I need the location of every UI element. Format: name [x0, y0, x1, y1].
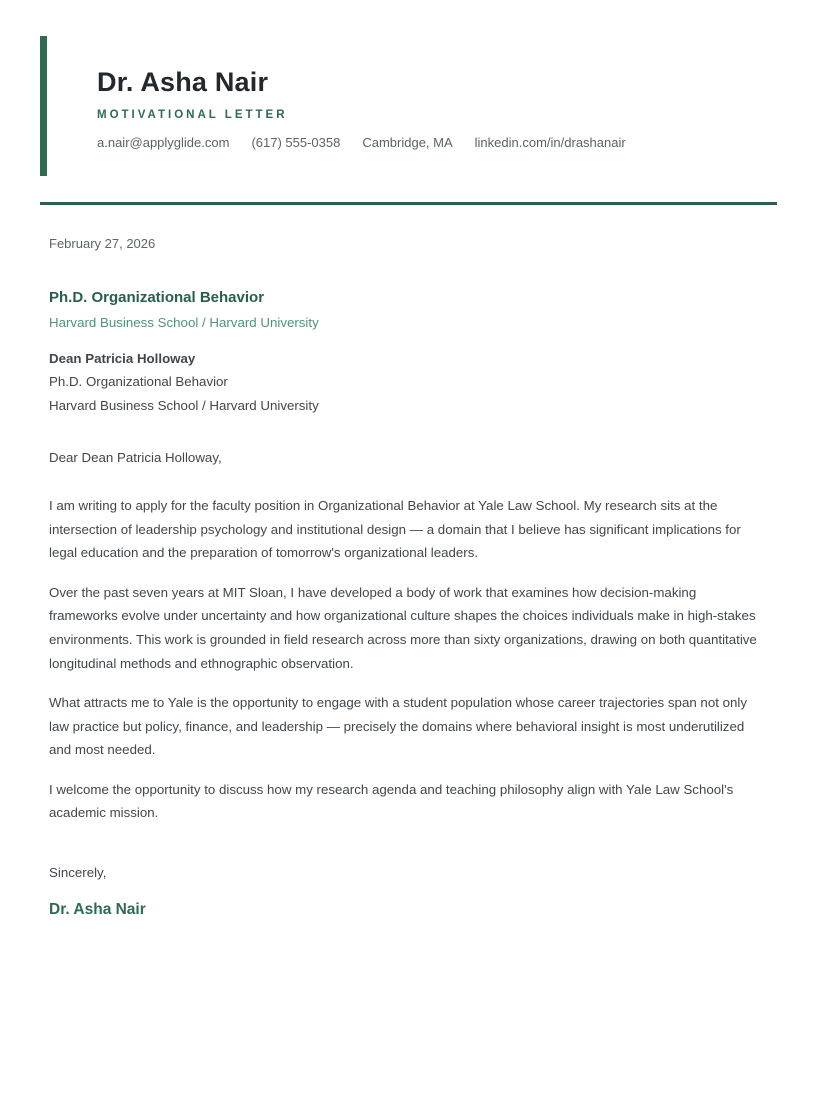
- recipient-title: Ph.D. Organizational Behavior: [49, 374, 228, 390]
- body-paragraph-1: I am writing to apply for the faculty position in Organizational Behavior at Yale Law School. My research sits at the intersection of leadership psychology and institutional design — a domain that I believe has significant implications for legal education and the preparation of tomorrow's organizational leaders.: [49, 497, 741, 561]
- document-type-label: MOTIVATIONAL LETTER: [97, 109, 288, 122]
- header-accent-bar: [40, 36, 47, 176]
- contact-location: Cambridge, MA: [362, 135, 453, 151]
- closing: Sincerely,: [49, 865, 107, 881]
- letter-header: [40, 36, 776, 176]
- salutation: Dear Dean Patricia Holloway,: [49, 449, 222, 465]
- recipient-name: Dean Patricia Holloway: [49, 351, 196, 367]
- author-name: Dr. Asha Nair: [97, 67, 269, 97]
- body-paragraph-4: I welcome the opportunity to discuss how my research agenda and teaching philosophy align with Yale Law School's academic mission.: [49, 781, 734, 821]
- contact-linkedin: linkedin.com/in/drashanair: [474, 135, 626, 151]
- letter-body: [49, 205, 767, 919]
- position-title: Ph.D. Organizational Behavior: [49, 289, 265, 307]
- signature-name: Dr. Asha Nair: [49, 901, 146, 919]
- recipient-block: [49, 347, 767, 417]
- header-content: [47, 36, 626, 176]
- contact-email: a.nair@applyglide.com: [97, 135, 230, 151]
- contact-phone: (617) 555-0358: [251, 135, 341, 151]
- body-paragraph-2: Over the past seven years at MIT Sloan, I have developed a body of work that examines how decision-making frameworks evolve under uncertainty and how organizational culture shapes the choices individuals make in high-stakes environments. This work is grounded in field research across more than sixty organizations, drawing on both quantitative longitudinal methods and ethnographic observation.: [49, 584, 757, 671]
- letter-date: February 27, 2026: [49, 236, 156, 252]
- body-paragraph-3: What attracts me to Yale is the opportunity to engage with a student population whose career trajectories span not only law practice but policy, finance, and leadership — precisely the domains where behavioral insight is most underutilized and most needed.: [49, 695, 748, 758]
- contact-row: [97, 135, 626, 150]
- position-institution: Harvard Business School / Harvard University: [49, 315, 319, 331]
- recipient-institution: Harvard Business School / Harvard University: [49, 397, 319, 413]
